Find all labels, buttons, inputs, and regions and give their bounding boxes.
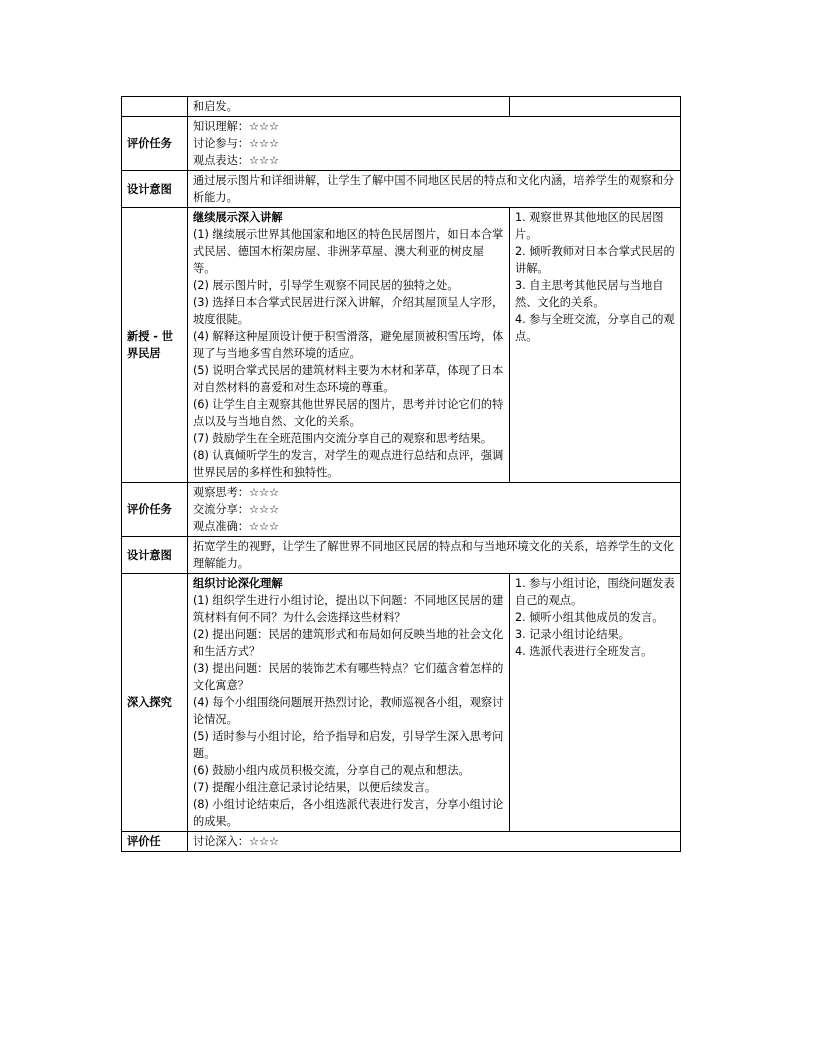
student-step: 1. 观察世界其他地区的民居图片。 [515, 211, 664, 241]
label-cell: 设计意图 [122, 171, 188, 208]
label-cell: 评价任 [122, 832, 188, 852]
teacher-step: (4) 解释这种屋顶设计便于积雪滑落，避免屋顶被积雪压垮，体现了与当地多雪自然环境的适应。 [193, 330, 504, 360]
design-intent-cell: 拓宽学生的视野，让学生了解世界不同地区民居的特点和与当地环境文化的关系，培养学生的文化理解能力。 [188, 537, 681, 574]
evaluation-item: 观点表达：☆☆☆ [193, 154, 280, 167]
label-cell: 设计意图 [122, 537, 188, 574]
student-activity-cell [510, 208, 681, 483]
teacher-step: (1) 组织学生进行小组讨论，提出以下问题：不同地区民居的建筑材料有何不同？为什么会选择这些材料？ [193, 594, 504, 624]
design-intent-cell: 通过展示图片和详细讲解，让学生了解中国不同地区民居的特点和文化内涵，培养学生的观察和分析能力。 [188, 171, 681, 208]
label-cell: 评价任务 [122, 483, 188, 537]
teacher-step: (2) 展示图片时，引导学生观察不同民居的独特之处。 [193, 279, 459, 292]
teacher-step: (7) 鼓励学生在全班范围内交流分享自己的观察和思考结果。 [193, 432, 493, 445]
teacher-step: (8) 小组讨论结束后，各小组选派代表进行发言，分享小组讨论的成果。 [193, 798, 504, 828]
teacher-step: (7) 提醒小组注意记录讨论结果，以便后续发言。 [193, 781, 437, 794]
evaluation-item: 讨论参与：☆☆☆ [193, 137, 280, 150]
student-step: 2. 倾听小组其他成员的发言。 [515, 611, 664, 624]
student-cell [510, 97, 681, 117]
teacher-step: (5) 说明合掌式民居的建筑材料主要为木材和茅草，体现了日本对自然材料的喜爱和对生态环境的尊重。 [193, 364, 504, 394]
teacher-step: (5) 适时参与小组讨论，给予指导和启发，引导学生深入思考问题。 [193, 730, 504, 760]
label-cell-empty [122, 97, 188, 117]
section-title: 继续展示深入讲解 [193, 211, 283, 224]
teacher-step: (6) 让学生自主观察其他世界民居的图片，思考并讨论它们的特点以及与当地自然、文化的关系。 [193, 398, 504, 428]
teacher-step: (1) 继续展示世界其他国家和地区的特色民居图片，如日本合掌式民居、德国木桁架房屋、非洲茅草屋、澳大利亚的树皮屋等。 [193, 228, 504, 275]
table-row-evaluation-1 [122, 117, 681, 171]
evaluation-cell [188, 117, 681, 171]
label-cell: 深入探究 [122, 574, 188, 832]
teacher-step: (2) 提出问题：民居的建筑形式和布局如何反映当地的社会文化和生活方式？ [193, 628, 504, 658]
lesson-plan-table [121, 96, 681, 852]
teacher-step: (3) 提出问题：民居的装饰艺术有哪些特点？它们蕴含着怎样的文化寓意？ [193, 662, 504, 692]
label-cell: 评价任务 [122, 117, 188, 171]
student-step: 4. 参与全班交流，分享自己的观点。 [515, 313, 675, 343]
teacher-step: (4) 每个小组围绕问题展开热烈讨论，教师巡视各小组，观察讨论情况。 [193, 696, 504, 726]
continuation-text: 和启发。 [193, 100, 238, 113]
evaluation-item: 观察思考：☆☆☆ [193, 486, 280, 499]
evaluation-cell [188, 483, 681, 537]
table-row-continuation [122, 97, 681, 117]
teacher-activity-cell [188, 208, 510, 483]
table-row-evaluation-3 [122, 832, 681, 852]
table-row-design-intent-2 [122, 537, 681, 574]
table-row-evaluation-2 [122, 483, 681, 537]
content-cell [188, 97, 510, 117]
student-step: 3. 记录小组讨论结果。 [515, 628, 630, 641]
evaluation-cell [188, 832, 681, 852]
student-step: 4. 选派代表进行全班发言。 [515, 645, 653, 658]
student-step: 3. 自主思考其他民居与当地自然、文化的关系。 [515, 279, 664, 309]
section-title: 组织讨论深化理解 [193, 577, 283, 590]
teacher-step: (3) 选择日本合掌式民居进行深入讲解，介绍其屋顶呈人字形，坡度很陡。 [193, 296, 504, 326]
table-row-design-intent-1 [122, 171, 681, 208]
evaluation-item: 观点准确：☆☆☆ [193, 520, 280, 533]
evaluation-item: 讨论深入：☆☆☆ [193, 835, 280, 848]
teacher-step: (6) 鼓励小组内成员积极交流，分享自己的观点和想法。 [193, 764, 470, 777]
student-step: 1. 参与小组讨论，围绕问题发表自己的观点。 [515, 577, 675, 607]
table-row-deep-inquiry [122, 574, 681, 832]
teacher-step: (8) 认真倾听学生的发言，对学生的观点进行总结和点评，强调世界民居的多样性和独特性。 [193, 449, 504, 479]
evaluation-item: 知识理解：☆☆☆ [193, 120, 280, 133]
student-step: 2. 倾听教师对日本合掌式民居的讲解。 [515, 245, 675, 275]
teacher-activity-cell [188, 574, 510, 832]
table-row-world-dwellings [122, 208, 681, 483]
label-cell: 新授 - 世界民居 [122, 208, 188, 483]
evaluation-item: 交流分享：☆☆☆ [193, 503, 280, 516]
student-activity-cell [510, 574, 681, 832]
